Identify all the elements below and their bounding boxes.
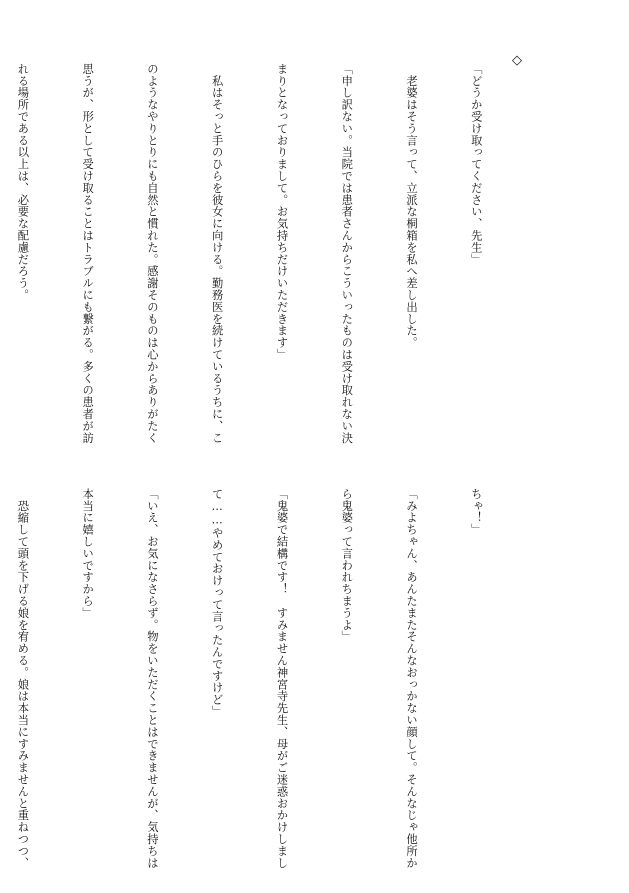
text-column: 本当に嬉しいですから」 bbox=[81, 488, 95, 619]
text-column: 「どうか受け取ってください、先生」 bbox=[469, 63, 483, 266]
lower-text-block bbox=[0, 488, 530, 888]
text-column: 私はそっと手のひらを彼女に向ける。勤務医を続けているうちに、こ bbox=[210, 63, 224, 444]
text-column: ちゃ！」 bbox=[469, 488, 483, 536]
text-column: 思うが、形として受け取ることはトラブルにも繋がる。多くの患者が訪 bbox=[81, 63, 95, 444]
text-column: 老婆はそう言って、立派な桐箱を私へ差し出した。 bbox=[405, 63, 419, 349]
text-column: まりとなっておりまして。お気持ちだけいただきます」 bbox=[275, 63, 289, 361]
section-break-mark: ◇ bbox=[512, 53, 522, 68]
text-column: れる場所である以上は、必要な配慮だろう。 bbox=[16, 63, 30, 301]
upper-text-block bbox=[0, 63, 530, 463]
text-column: 恐縮して頭を下げる娘を宥める。娘は本当にすみませんと重ねつつ、 bbox=[16, 488, 30, 869]
text-column: 「申し訳ない。当院では患者さんからこういったものは受け取れない決 bbox=[340, 63, 354, 444]
text-column: 「いえ、お気になさらず。物をいただくことはできませんが、気持ちは bbox=[145, 488, 159, 869]
text-column: て……やめておけって言ったんですけど」 bbox=[210, 488, 224, 718]
text-column: のようなやりとりにも自然と慣れた。感謝そのものは心からありがたく bbox=[145, 63, 159, 444]
text-column: 「みよちゃん、あんたまたそんなおっかない顔して。そんなじゃ他所か bbox=[405, 488, 419, 869]
text-column: 「鬼婆で結構です！ すみません神宮寺先生、母がご迷惑おかけしまし bbox=[275, 488, 289, 869]
text-column: ら鬼婆って言われちまうよ」 bbox=[340, 488, 354, 643]
